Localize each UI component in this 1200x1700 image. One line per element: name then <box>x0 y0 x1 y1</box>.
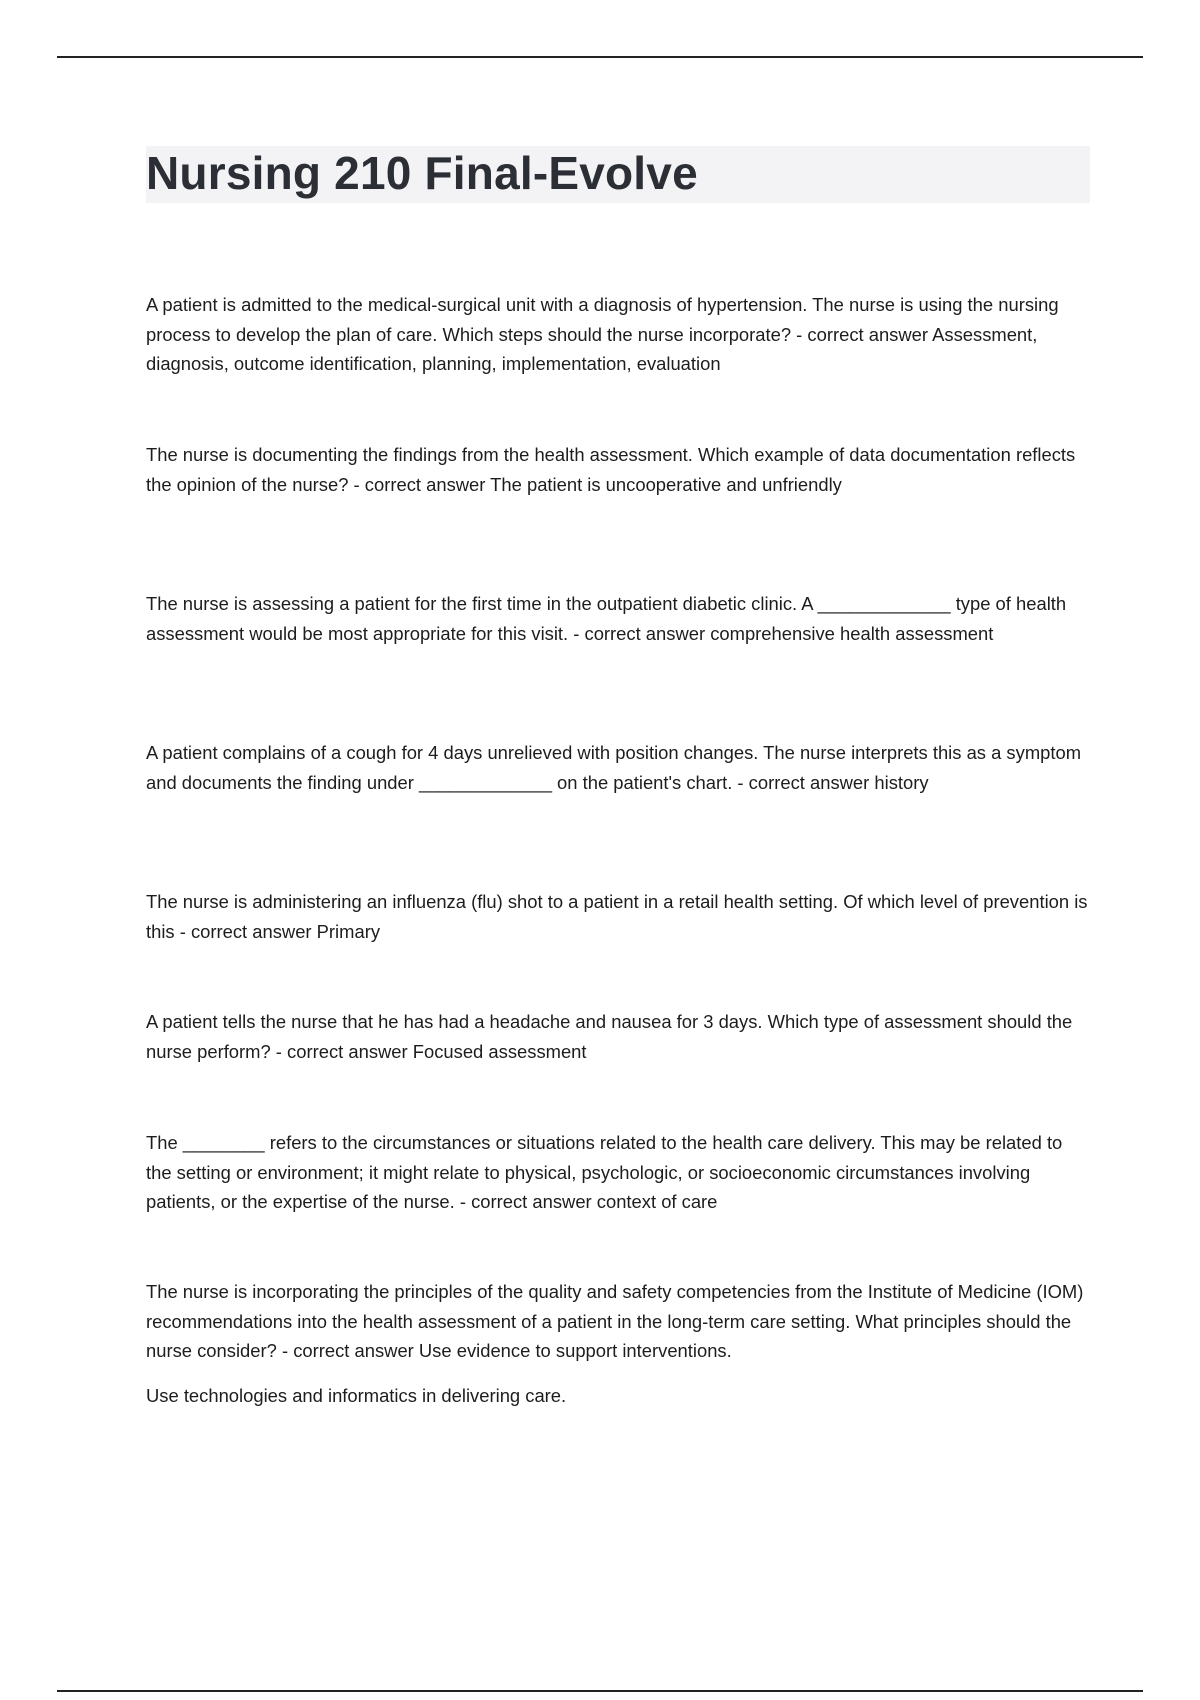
qa-item: The ________ refers to the circumstances or situations related to the health care delivery. This may be related to the setting or environment; it might relate to physical, psychologic, or socioeconomic circumstances involving patients, or the expertise of the nurse. - correct answer context of care <box>146 1132 1063 1212</box>
qa-item: A patient is admitted to the medical-surgical unit with a diagnosis of hypertension. The nurse is using the nursing process to develop the plan of care. Which steps should the nurse incorporate? - correct answer Assessment, diagnosis, outcome identification, planning, implementation, evaluation <box>146 294 1059 374</box>
bottom-rule <box>57 1690 1143 1692</box>
qa-item: The nurse is administering an influenza (flu) shot to a patient in a retail health setting. Of which level of prevention is this - correct answer Primary <box>146 891 1088 942</box>
qa-item-continuation: Use technologies and informatics in delivering care. <box>146 1385 567 1406</box>
document-title: Nursing 210 Final-Evolve <box>146 147 698 199</box>
top-rule <box>57 56 1143 58</box>
qa-item: A patient complains of a cough for 4 days unrelieved with position changes. The nurse interprets this as a symptom and documents the finding under _____________ on the patient's chart. - correct answer history <box>146 742 1082 793</box>
qa-item: The nurse is assessing a patient for the first time in the outpatient diabetic clinic. A _____________ type of health assessment would be most appropriate for this visit. - correct answer comprehensive health assessment <box>146 593 1067 644</box>
qa-item: A patient tells the nurse that he has had a headache and nausea for 3 days. Which type of assessment should the nurse perform? - correct answer Focused assessment <box>146 1011 1073 1062</box>
qa-item: The nurse is incorporating the principles of the quality and safety competencies from the Institute of Medicine (IOM) recommendations into the health assessment of a patient in the long-term care setting. What principles should the nurse consider? - correct answer Use evidence to support interventions. <box>146 1281 1084 1361</box>
qa-item: The nurse is documenting the findings from the health assessment. Which example of data documentation reflects the opinion of the nurse? - correct answer The patient is uncooperative and unfriendly <box>146 444 1076 495</box>
